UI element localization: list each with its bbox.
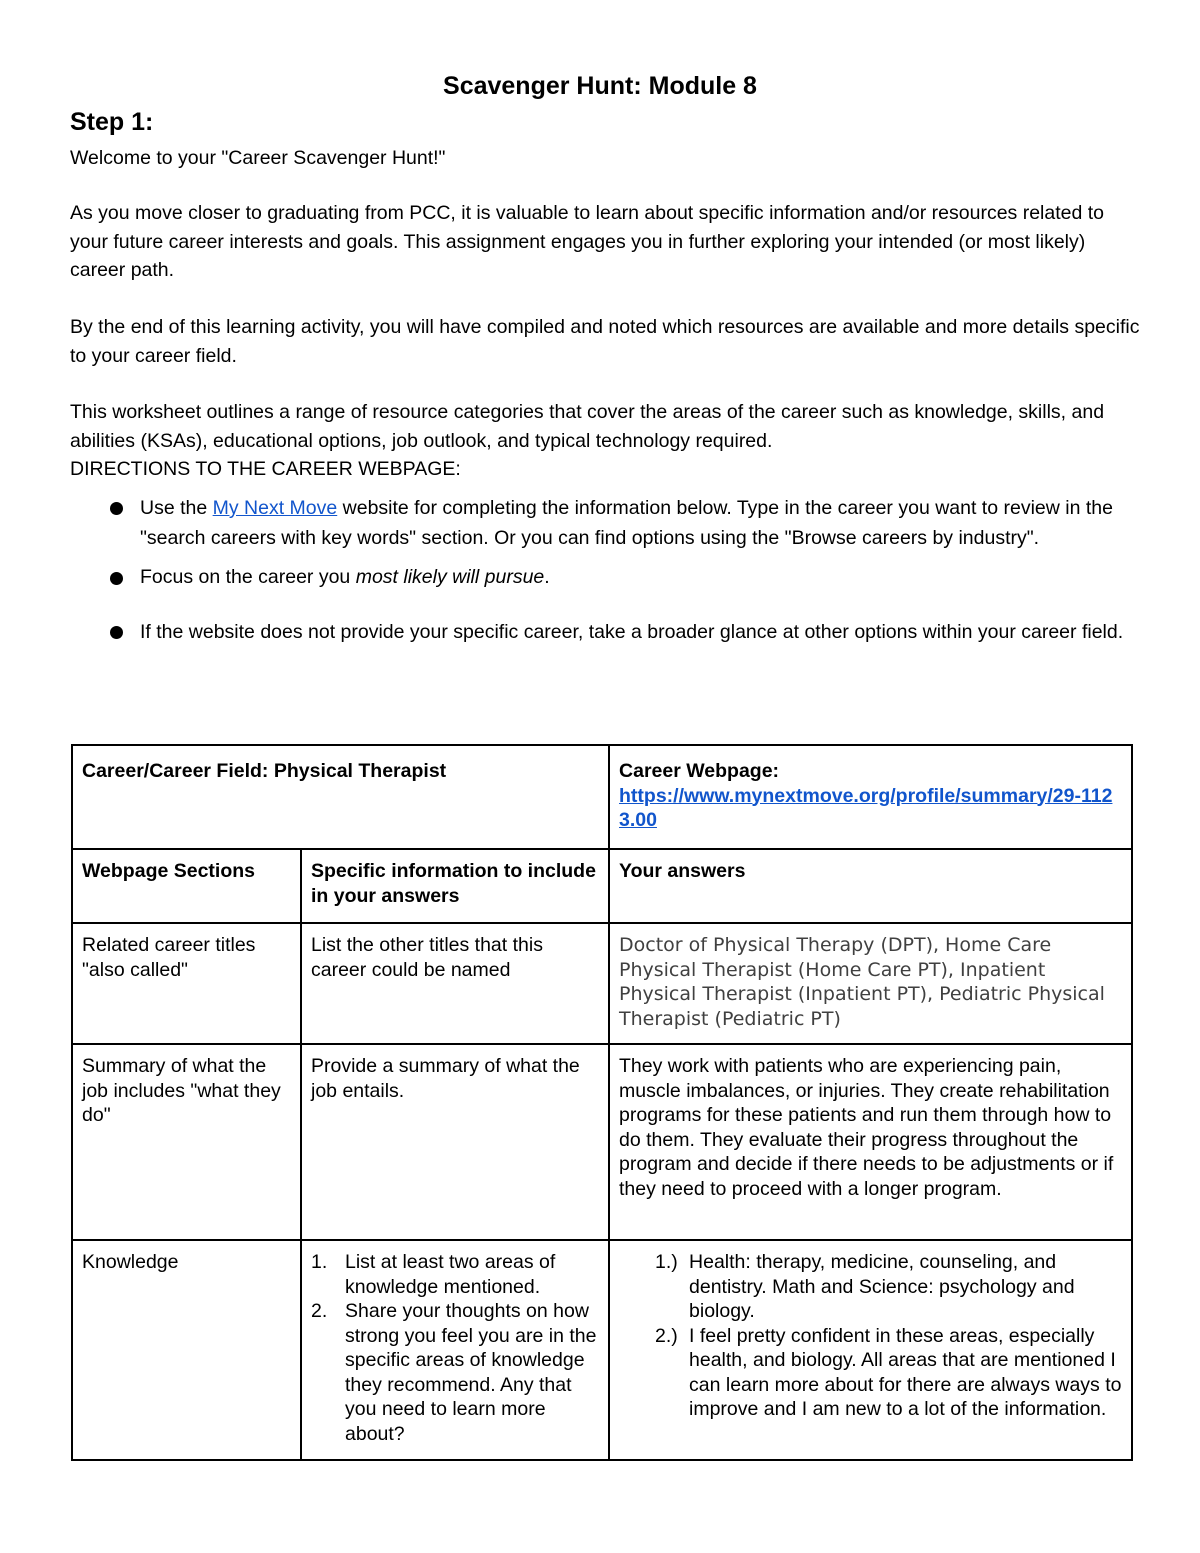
list-number: 1.) [655,1251,678,1273]
document-title: Scavenger Hunt: Module 8 [443,72,757,100]
career-field-cell: Career/Career Field: Physical Therapist [72,745,609,849]
section-cell: Summary of what the job includes "what they do" [72,1044,301,1240]
specific-cell: Provide a summary of what the job entails. [301,1044,609,1240]
career-webpage-cell [609,745,1132,849]
directions-heading: DIRECTIONS TO THE CAREER WEBPAGE: [70,458,461,480]
intro-paragraph-3: This worksheet outlines a range of resource categories that cover the areas of the career such as knowledge, skills, and abilities (KSAs), educational options, job outlook, and typical technology required. [70,401,1105,452]
section-cell: Related career titles "also called" [72,923,301,1044]
bullet-dot-icon [110,502,123,515]
answer-cell: They work with patients who are experiencing pain, muscle imbalances, or injuries. They create rehabilitation programs for these patients and run them through how to do them. They evaluate their progress throughout the program and decide if there needs to be adjustments or if they need to proceed with a longer program. [609,1044,1132,1240]
specific-list [311,1250,599,1446]
career-webpage-link[interactable]: https://www.mynextmove.org/profile/summary/29-1123.00 [619,784,1113,831]
list-text: Share your thoughts on how strong you feel you are in the specific areas of knowledge they recommend. Any that you need to learn more about? [345,1300,597,1445]
table-row [72,923,1132,1044]
career-table [71,744,1133,1461]
specific-cell [301,1240,609,1460]
bullet-dot-icon [110,572,123,585]
list-number: 1. [311,1251,328,1273]
bullet-2-emphasis: most likely will pursue [355,566,545,588]
bullet-1-text-post: website for completing the information below. Type in the career you want to review in the "search careers with key words" section. Or you can find options using the "Browse careers by industry". [140,497,1113,549]
section-cell: Knowledge [72,1240,301,1460]
bullet-dot-icon [110,626,123,639]
bullet-2-text-pre: Focus on the career you [140,566,356,588]
list-text: List at least two areas of knowledge mentioned. [345,1251,556,1298]
answer-cell: Doctor of Physical Therapy (DPT), Home Care Physical Therapist (Home Care PT), Inpatient Physical Therapist (Inpatient PT), Pediatric Physical Therapist (Pediatric PT) [609,923,1132,1044]
list-item [619,1250,1122,1324]
header-your-answers: Your answers [609,849,1132,923]
bullet-3-text: If the website does not provide your specific career, take a broader glance at other options within your career field. [140,620,1124,643]
table-row [72,1240,1132,1460]
welcome-text: Welcome to your "Career Scavenger Hunt!" [70,147,446,169]
bullet-item-2 [70,563,1140,592]
list-text: Health: therapy, medicine, counseling, and dentistry. Math and Science: psychology and biology. [689,1251,1075,1322]
list-number: 2. [311,1300,328,1322]
list-item [311,1250,599,1299]
answer-list [619,1250,1122,1422]
directions-list [70,493,1140,649]
specific-cell: List the other titles that this career could be named [301,923,609,1044]
bullet-item-1 [70,493,1140,553]
list-text: I feel pretty confident in these areas, especially health, and biology. All areas that are mentioned I can learn more about for there are always ways to improve and I am new to a lot of the information. [689,1324,1122,1420]
career-webpage-label: Career Webpage: [619,760,780,782]
header-specific-info: Specific information to include in your answers [301,849,609,923]
bullet-1-text-pre: Use the [140,497,213,519]
table-header-row [72,849,1132,923]
list-item [619,1324,1122,1422]
my-next-move-link[interactable]: My Next Move [212,497,338,519]
bullet-item-3 [70,615,1140,649]
table-row-career [72,745,1132,849]
header-webpage-sections: Webpage Sections [72,849,301,923]
bullet-2-text-post: . [544,566,550,588]
intro-paragraph-2: By the end of this learning activity, you will have compiled and noted which resources are available and more details specific to your career field. [70,316,1140,367]
list-number: 2.) [655,1324,678,1347]
intro-paragraph-1: As you move closer to graduating from PCC, it is valuable to learn about specific information and/or resources related to your future career interests and goals. This assignment engages you in further exploring your intended (or most likely) career path. [70,202,1105,281]
table-row [72,1044,1132,1240]
step-heading: Step 1: [70,108,154,136]
list-item [311,1299,599,1446]
answer-cell [609,1240,1132,1460]
